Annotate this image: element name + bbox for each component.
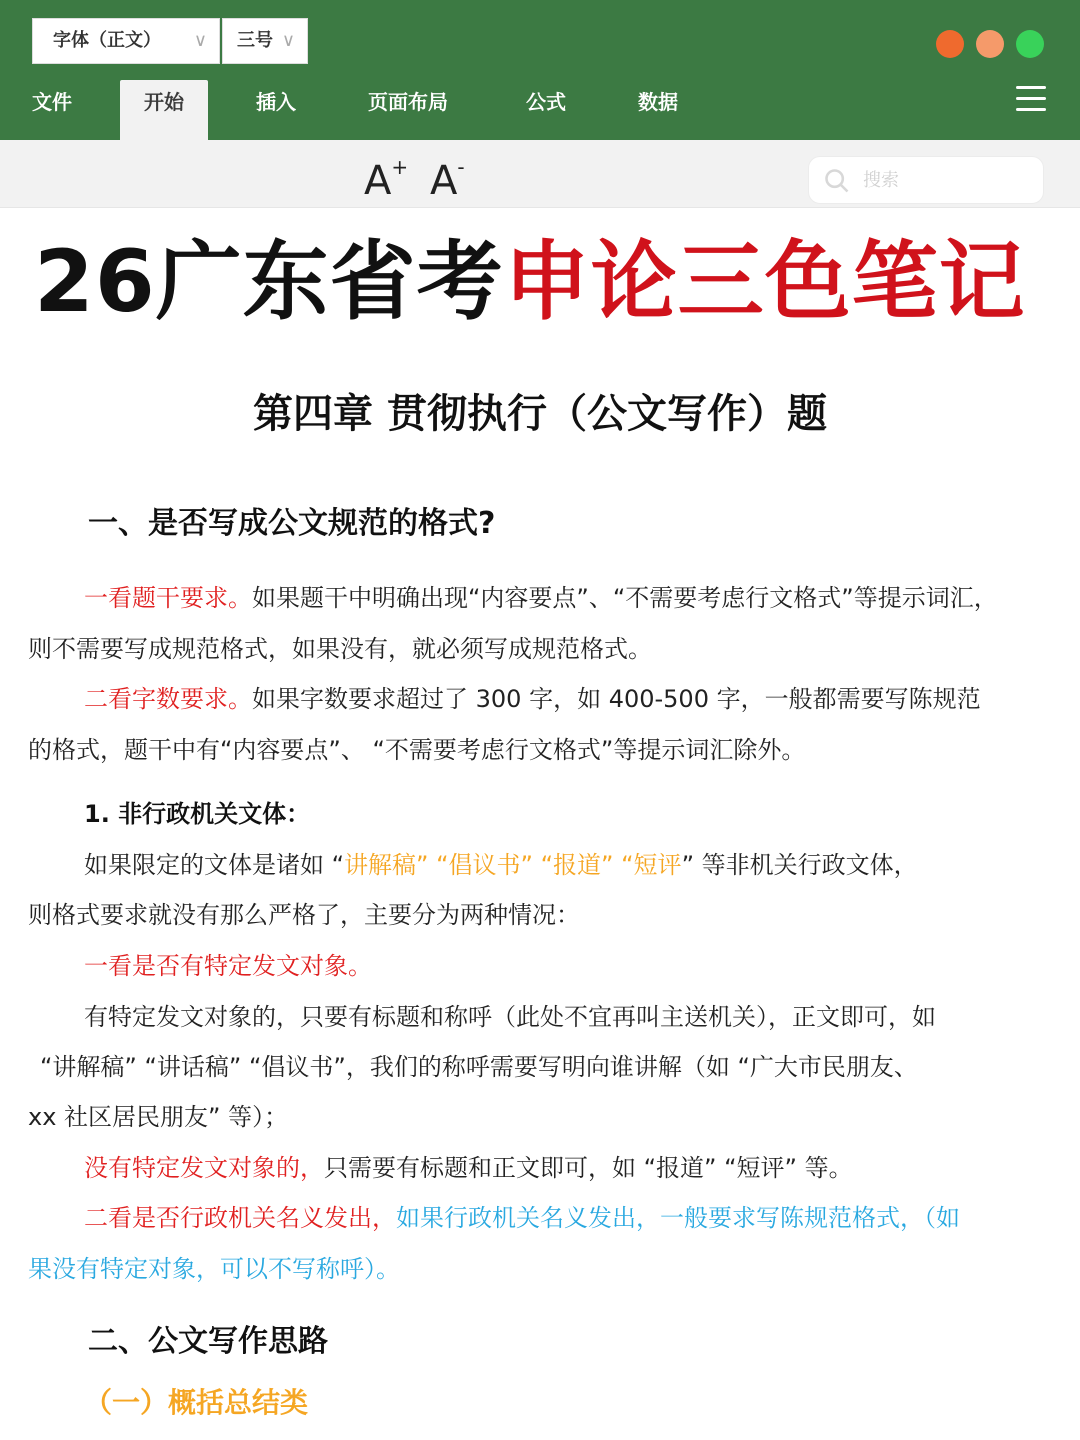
paragraph-6 [84, 1148, 853, 1183]
ribbon-tabs [0, 80, 1080, 140]
search-input[interactable] [808, 156, 1044, 204]
tab-data[interactable]: 数据 [638, 90, 678, 114]
p3-genres: 讲解稿” “倡议书” “报道” “短评 [344, 851, 682, 879]
paragraph-4: 一看是否有特定发文对象。 [84, 952, 372, 980]
p7-highlight: 二看是否行政机关名义发出， [84, 1204, 396, 1232]
chevron-down-icon: ∨ [193, 30, 207, 51]
paragraph-1-line-1 [84, 578, 998, 613]
section-heading-1: 一、是否写成公文规范的格式? [88, 506, 496, 541]
title-black: 26广东省考 [34, 232, 504, 332]
p6-highlight: 没有特定发文对象的， [84, 1154, 324, 1182]
paragraph-3-line-1 [84, 845, 918, 880]
search-placeholder: 搜索 [863, 170, 899, 191]
font-family-select[interactable] [32, 18, 220, 64]
tab-page-layout[interactable]: 页面布局 [368, 90, 448, 114]
minimize-dot[interactable] [976, 30, 1004, 58]
chevron-down-icon: ∨ [281, 30, 295, 51]
title-red: 申论三色笔记 [503, 232, 1026, 332]
subheading-1: 1. 非行政机关文体： [84, 800, 311, 828]
p1-text: 如果题干中明确出现“内容要点”、“不需要考虑行文格式”等提示词汇， [252, 584, 998, 612]
increase-font-label: A [364, 158, 392, 204]
p2-highlight: 二看字数要求。 [84, 685, 252, 713]
increase-font-sup: + [391, 154, 409, 179]
p3-text-b: ” 等非机关行政文体， [681, 851, 918, 879]
tab-formulas[interactable]: 公式 [526, 90, 566, 114]
paragraph-5-line-3: xx 社区居民朋友” 等）； [28, 1103, 289, 1131]
font-family-value: 字体（正文） [53, 30, 161, 51]
p6-text: 只需要有标题和正文即可，如 “报道” “短评” 等。 [324, 1154, 853, 1182]
font-size-value: 三号 [237, 30, 273, 51]
paragraph-1-line-2: 则不需要写成规范格式，如果没有，就必须写成规范格式。 [28, 635, 652, 663]
p1-highlight: 一看题干要求。 [84, 584, 252, 612]
window-controls [924, 30, 1044, 58]
paragraph-5-line-2: “讲解稿” “讲话稿” “倡议书”，我们的称呼需要写明向谁讲解（如 “广大市民朋友、 [40, 1053, 918, 1081]
font-size-select[interactable] [222, 18, 308, 64]
hamburger-menu-icon[interactable] [1016, 86, 1046, 112]
paragraph-2-line-1 [84, 679, 981, 714]
search-icon [823, 167, 851, 195]
document-title [34, 232, 1054, 332]
chapter-heading: 第四章 贯彻执行（公文写作）题 [253, 391, 827, 437]
tab-home[interactable]: 开始 [120, 80, 208, 140]
paragraph-3-line-2: 则格式要求就没有那么严格了，主要分为两种情况： [28, 901, 580, 929]
paragraph-2-line-2: 的格式，题干中有“内容要点”、 “不需要考虑行文格式”等提示词汇除外。 [28, 736, 806, 764]
paragraph-7-line-1 [84, 1198, 960, 1233]
p3-text-a: 如果限定的文体是诸如 “ [84, 851, 345, 879]
maximize-dot[interactable] [1016, 30, 1044, 58]
tab-insert[interactable]: 插入 [256, 90, 296, 114]
paragraph-5-line-1: 有特定发文对象的，只要有标题和称呼（此处不宜再叫主送机关），正文即可，如 [84, 1003, 936, 1031]
increase-font-button[interactable] [364, 154, 409, 204]
decrease-font-sup: - [457, 154, 465, 179]
paragraph-7-line-2: 果没有特定对象，可以不写称呼）。 [28, 1255, 400, 1283]
p7-blue-text: 如果行政机关名义发出，一般要求写陈规范格式，（如 [396, 1204, 960, 1232]
section-heading-2: 二、公文写作思路 [88, 1324, 328, 1359]
subheading-2: （一）概括总结类 [84, 1386, 309, 1419]
p2-text: 如果字数要求超过了 300 字，如 400-500 字，一般都需要写陈规范 [252, 685, 981, 713]
decrease-font-label: A [430, 158, 458, 204]
decrease-font-button[interactable] [430, 154, 465, 204]
tab-file[interactable]: 文件 [32, 90, 72, 114]
close-dot[interactable] [936, 30, 964, 58]
